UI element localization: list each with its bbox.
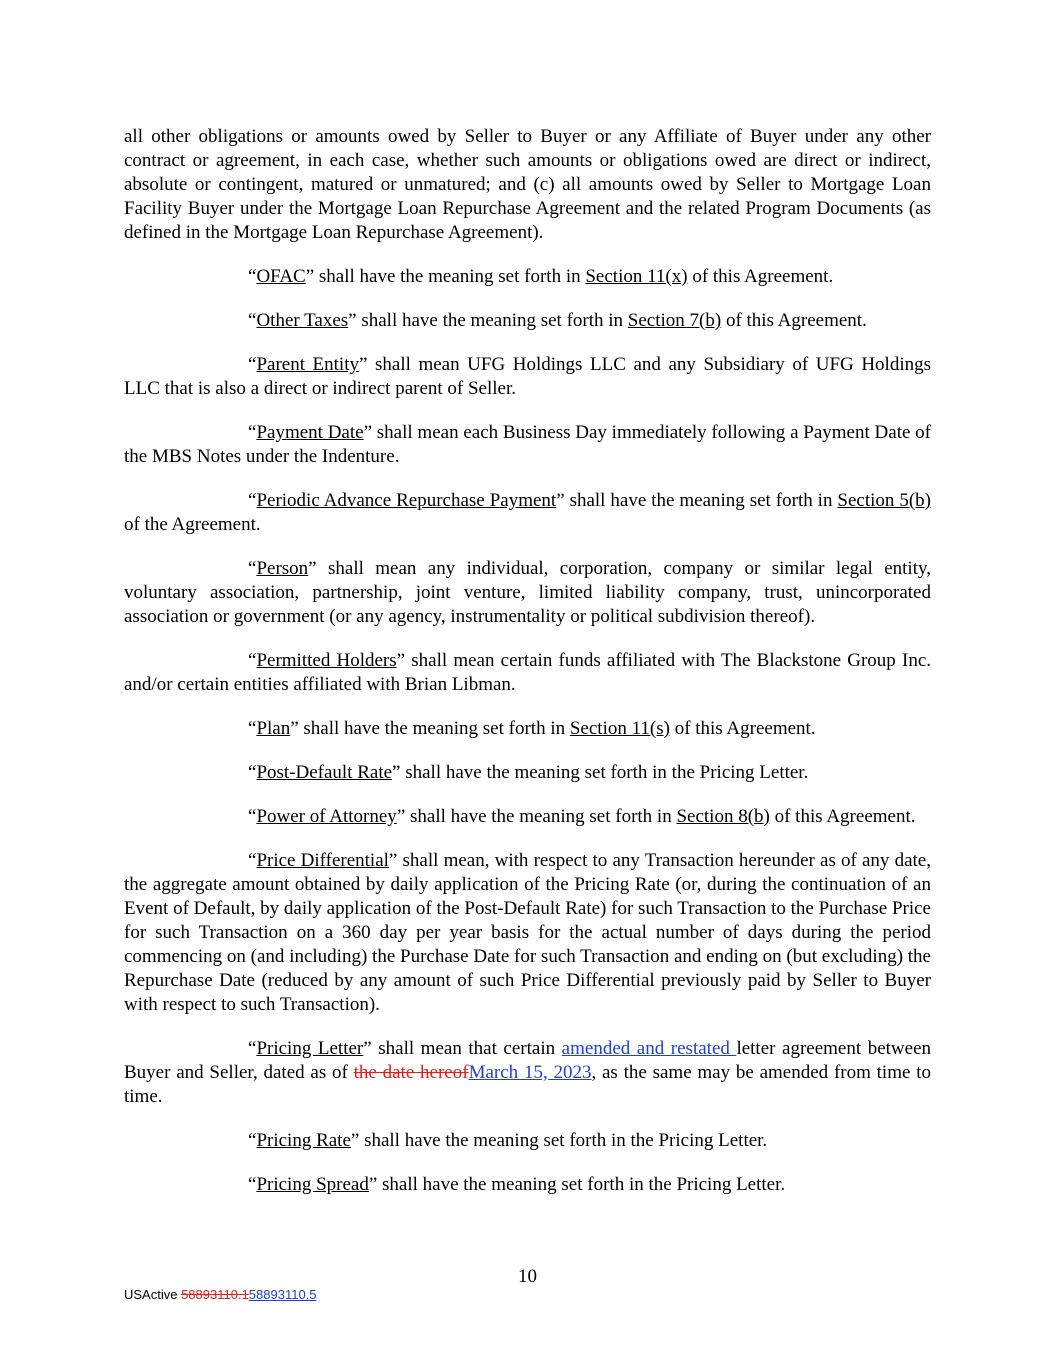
inserted-text: amended and restated — [561, 1038, 737, 1059]
definition-ofac: “OFAC” shall have the meaning set forth in Section 11(x) of this Agreement. — [248, 266, 834, 287]
section-reference: Section 11(x) — [585, 266, 688, 287]
page-number: 10 — [518, 1266, 537, 1287]
defined-term: Payment Date — [256, 422, 364, 443]
definition-plan: “Plan” shall have the meaning set forth in Section 11(s) of this Agreement. — [248, 718, 816, 739]
definition-payment-date: “Payment Date” shall mean each Business Day immediately following a Payment Date of the MBS Notes under the Indenture. — [124, 422, 932, 467]
defined-term: Price Differential — [256, 850, 389, 871]
definition-price-differential: “Price Differential” shall mean, with respect to any Transaction hereunder as of any date, the aggregate amount obtained by daily application of the Pricing Rate (or, during the continuation of an Event of Default, by daily application of the Post-Default Rate) for such Transaction to the Purchase Price for such Transaction on a 360 day per year basis for the actual number of days during the period commencing on (and including) the Purchase Date for such Transaction and ending on (but excluding) the Repurchase Date (reduced by any amount of such Price Differential previously paid by Seller to Buyer with respect to such Transaction). — [124, 850, 931, 1015]
definition-pricing-letter: “Pricing Letter” shall mean that certain amended and restated letter agreement between Buyer and Seller, dated as of the date hereofMarch 15, 2023, as the same may be amended from time to time. — [124, 1038, 931, 1107]
defined-term: Post-Default Rate — [256, 762, 393, 783]
definition-periodic-advance-repurchase-payment: “Periodic Advance Repurchase Payment” shall have the meaning set forth in Section 5(b) of the Agreement. — [124, 490, 931, 535]
defined-term: Permitted Holders — [256, 650, 397, 671]
definition-pricing-spread: “Pricing Spread” shall have the meaning set forth in the Pricing Letter. — [248, 1174, 786, 1195]
section-reference: Section 8(b) — [676, 806, 770, 827]
section-reference: Section 11(s) — [569, 718, 670, 739]
defined-term: Other Taxes — [256, 310, 349, 331]
deleted-text: the date hereof — [353, 1062, 469, 1083]
definition-person: “Person” shall mean any individual, corporation, company or similar legal entity, voluntary association, partnership, joint venture, limited liability company, trust, unincorporated association or government (or any agency, instrumentality or political subdivision thereof). — [124, 558, 931, 627]
defined-term: Parent Entity — [256, 354, 359, 375]
defined-term: OFAC — [256, 266, 306, 287]
defined-term: Periodic Advance Repurchase Payment — [256, 490, 557, 511]
definition-pricing-rate: “Pricing Rate” shall have the meaning set forth in the Pricing Letter. — [248, 1130, 768, 1151]
footer-prefix: USActive — [124, 1287, 182, 1302]
defined-term: Person — [256, 558, 309, 579]
footer-deleted-id: 58893110.1 — [181, 1287, 249, 1302]
definition-other-taxes: “Other Taxes” shall have the meaning set forth in Section 7(b) of this Agreement. — [248, 310, 867, 331]
opening-paragraph: all other obligations or amounts owed by Seller to Buyer or any Affiliate of Buyer under any other contract or agreement, in each case, whether such amounts or obligations owed are direct or indirect, absolute or contingent, matured or unmatured; and (c) all amounts owed by Seller to Mortgage Loan Facility Buyer under the Mortgage Loan Repurchase Agreement and the related Program Documents (as defined in the Mortgage Loan Repurchase Agreement). — [124, 126, 931, 243]
defined-term: Plan — [256, 718, 291, 739]
footer-document-id — [124, 1287, 317, 1303]
footer-inserted-id: 58893110.5 — [248, 1287, 317, 1302]
definition-parent-entity: “Parent Entity” shall mean UFG Holdings LLC and any Subsidiary of UFG Holdings LLC that is also a direct or indirect parent of Seller. — [124, 354, 932, 399]
section-reference: Section 5(b) — [837, 490, 931, 511]
defined-term: Pricing Spread — [256, 1174, 369, 1195]
definition-post-default-rate: “Post-Default Rate” shall have the meaning set forth in the Pricing Letter. — [248, 762, 809, 783]
defined-term: Pricing Rate — [256, 1130, 351, 1151]
defined-term: Pricing Letter — [256, 1038, 364, 1059]
defined-term: Power of Attorney — [256, 806, 397, 827]
document-body — [124, 125, 931, 1217]
inserted-date: March 15, 2023 — [468, 1062, 592, 1083]
definition-permitted-holders: “Permitted Holders” shall mean certain funds affiliated with The Blackstone Group Inc. and/or certain entities affiliated with Brian Libman. — [124, 650, 931, 695]
section-reference: Section 7(b) — [627, 310, 722, 331]
definition-power-of-attorney: “Power of Attorney” shall have the meaning set forth in Section 8(b) of this Agreement. — [248, 806, 916, 827]
